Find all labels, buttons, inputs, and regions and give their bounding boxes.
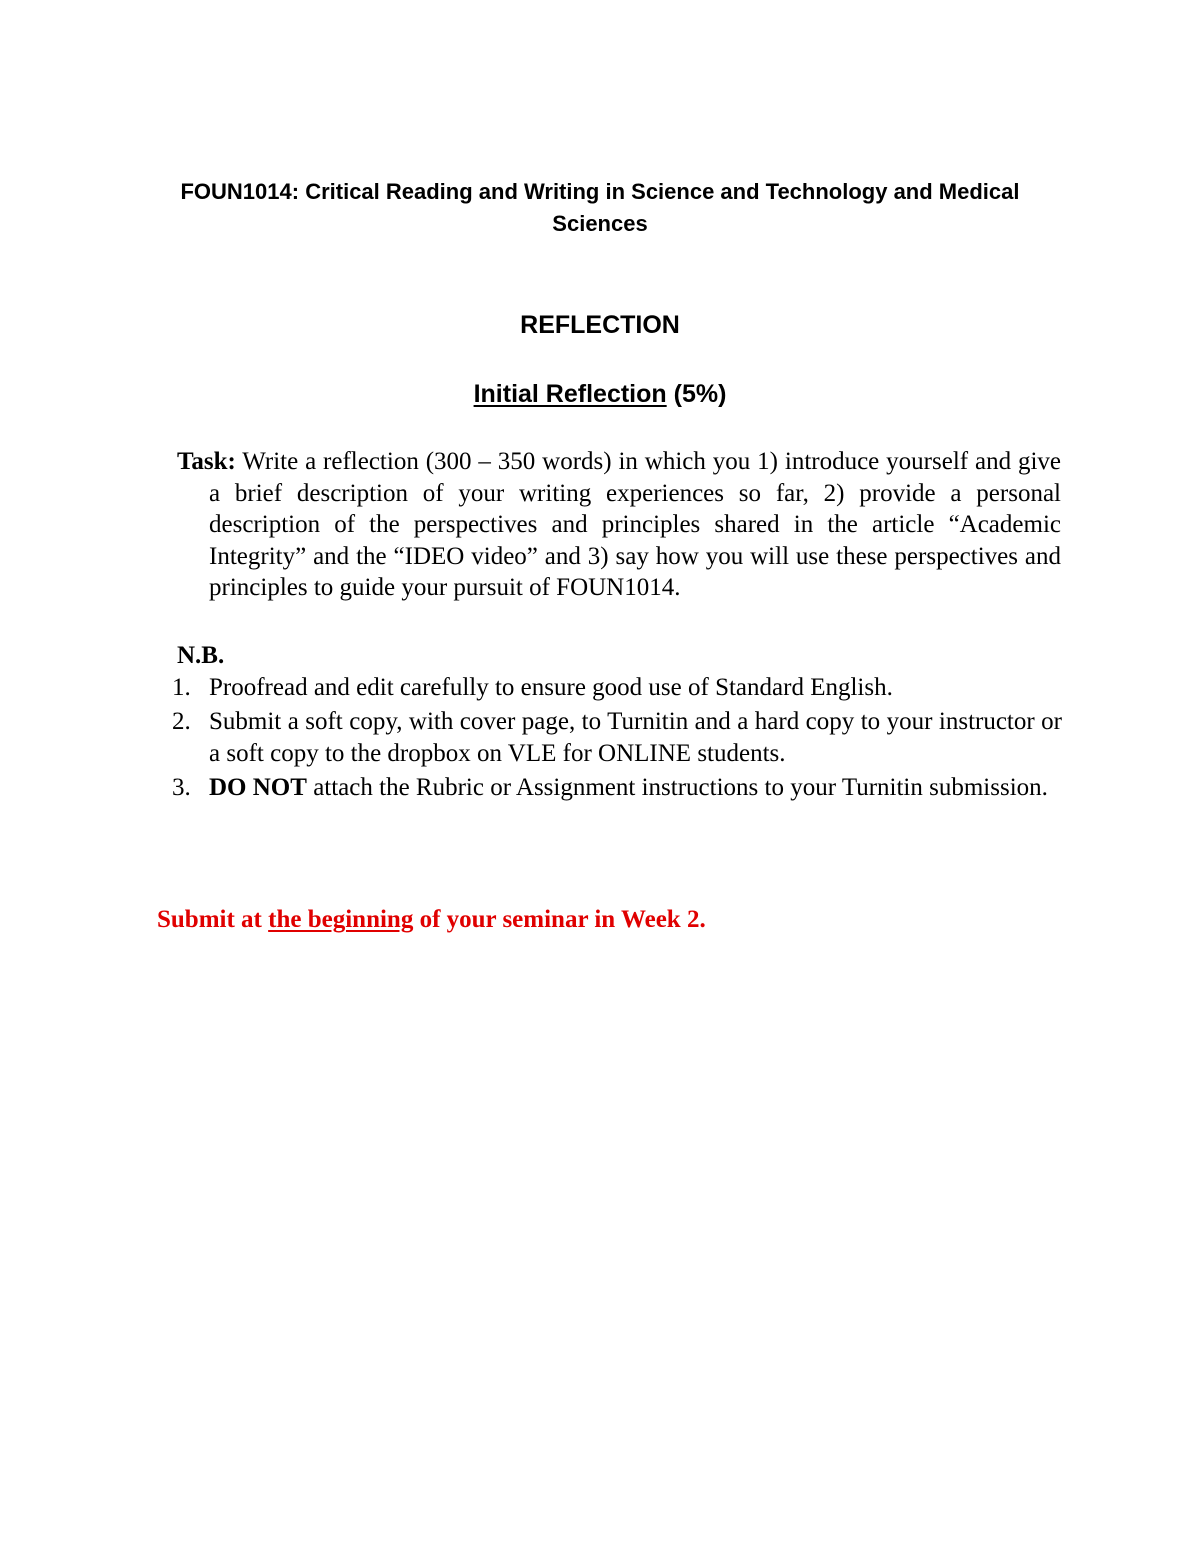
sub-heading-underlined: Initial Reflection (473, 380, 667, 408)
submit-note-after: of your seminar in Week 2. (413, 906, 706, 933)
section-heading: REFLECTION (520, 311, 680, 339)
nb-item-text: Proofread and edit carefully to ensure good use of Standard English. (209, 674, 893, 701)
nb-label: N.B. (177, 642, 225, 669)
nb-item-number: 2. (172, 707, 191, 735)
nb-item-text: Submit a soft copy, with cover page, to Turnitin and a hard copy to your instructor or a soft copy to the dropbox on VLE for ONLINE students. (209, 707, 1062, 767)
nb-list (172, 672, 1062, 804)
nb-item-number: 1. (172, 674, 191, 701)
submit-note-underlined: the beginning (268, 906, 414, 933)
nb-item-number: 3. (172, 773, 191, 801)
task-paragraph (177, 446, 1061, 604)
submit-note-before: Submit at (157, 906, 269, 933)
nb-item-1 (172, 672, 1062, 705)
course-title: FOUN1014: Critical Reading and Writing in Science and Technology and Medical Sciences (180, 179, 1020, 236)
nb-item-bold: DO NOT (209, 773, 307, 801)
nb-item-3 (172, 772, 1062, 805)
task-text: Write a reflection (300 – 350 words) in which you 1) introduce yourself and give a brief description of your writing experiences so far, 2) provide a personal description of the perspectives and principles shared in the article “Academic Integrity” and the “IDEO video” and 3) say how you will use these perspectives and principles to guide your pursuit of FOUN1014. (209, 448, 1061, 601)
nb-item-text: attach the Rubric or Assignment instructions to your Turnitin submission. (306, 773, 1048, 801)
sub-heading-weight: (5%) (666, 380, 727, 408)
task-label: Task: (177, 448, 236, 475)
sub-heading (130, 378, 1070, 410)
nb-item-2 (172, 706, 1062, 771)
submit-deadline-note (157, 904, 706, 936)
